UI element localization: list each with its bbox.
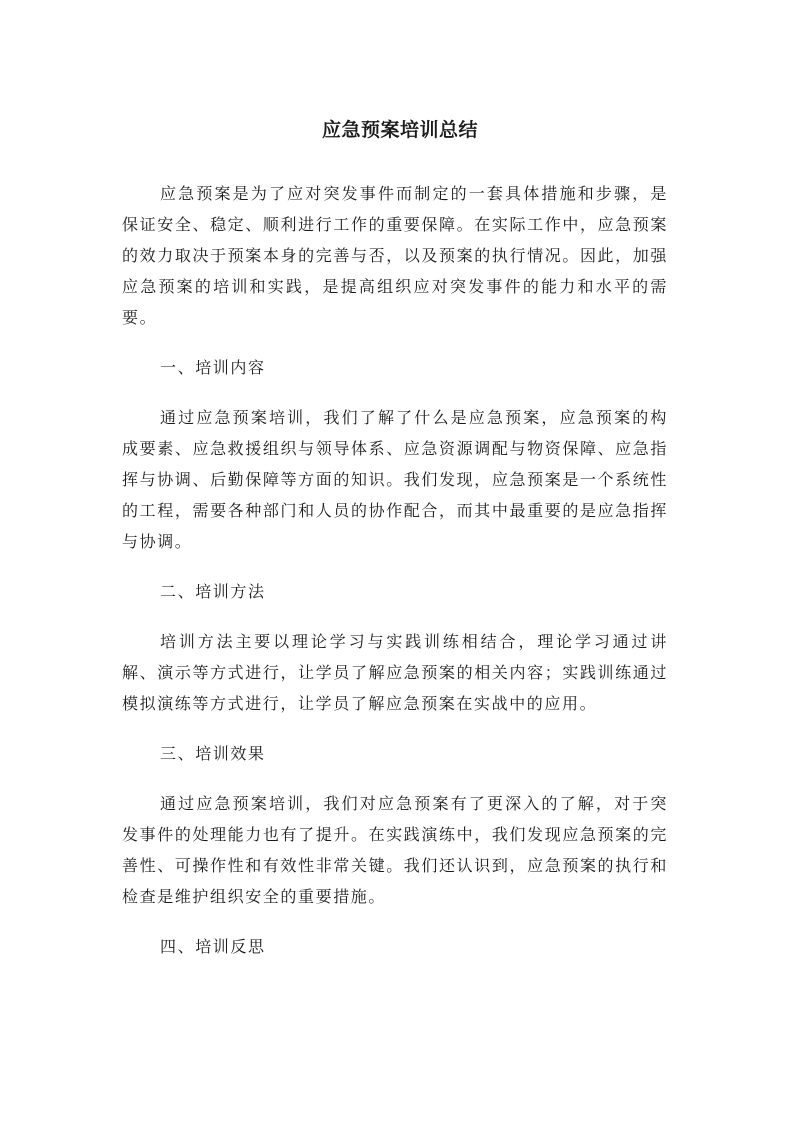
section-heading-reflection: 四、培训反思 bbox=[160, 937, 266, 956]
document-body bbox=[122, 178, 668, 981]
section-heading-content: 一、培训内容 bbox=[160, 358, 266, 377]
section-heading-method: 二、培训方法 bbox=[160, 582, 266, 601]
section-paragraph-effect: 通过应急预案培训，我们对应急预案有了更深入的了解，对于突发事件的处理能力也有了提升。在实践演练中，我们发现应急预案的完善性、可操作性和有效性非常关键。我们还认识到，应急预案的执行和检查是维护组织安全的重要措施。 bbox=[122, 794, 668, 906]
intro-paragraph: 应急预案是为了应对突发事件而制定的一套具体措施和步骤，是保证安全、稳定、顺利进行工作的重要保障。在实际工作中，应急预案的效力取决于预案本身的完善与否，以及预案的执行情况。因此，加强应急预案的培训和实践，是提高组织应对突发事件的能力和水平的需要。 bbox=[122, 184, 668, 327]
section-heading-effect: 三、培训效果 bbox=[160, 744, 266, 763]
section-paragraph-content: 通过应急预案培训，我们了解了什么是应急预案，应急预案的构成要素、应急救援组织与领导体系、应急资源调配与物资保障、应急指挥与协调、后勤保障等方面的知识。我们发现，应急预案是一个系统性的工程，需要各种部门和人员的协作配合，而其中最重要的是应急指挥与协调。 bbox=[122, 408, 668, 551]
document-title: 应急预案培训总结 bbox=[321, 119, 478, 141]
section-paragraph-method: 培训方法主要以理论学习与实践训练相结合，理论学习通过讲解、演示等方式进行，让学员了解应急预案的相关内容；实践训练通过模拟演练等方式进行，让学员了解应急预案在实战中的应用。 bbox=[122, 632, 668, 713]
